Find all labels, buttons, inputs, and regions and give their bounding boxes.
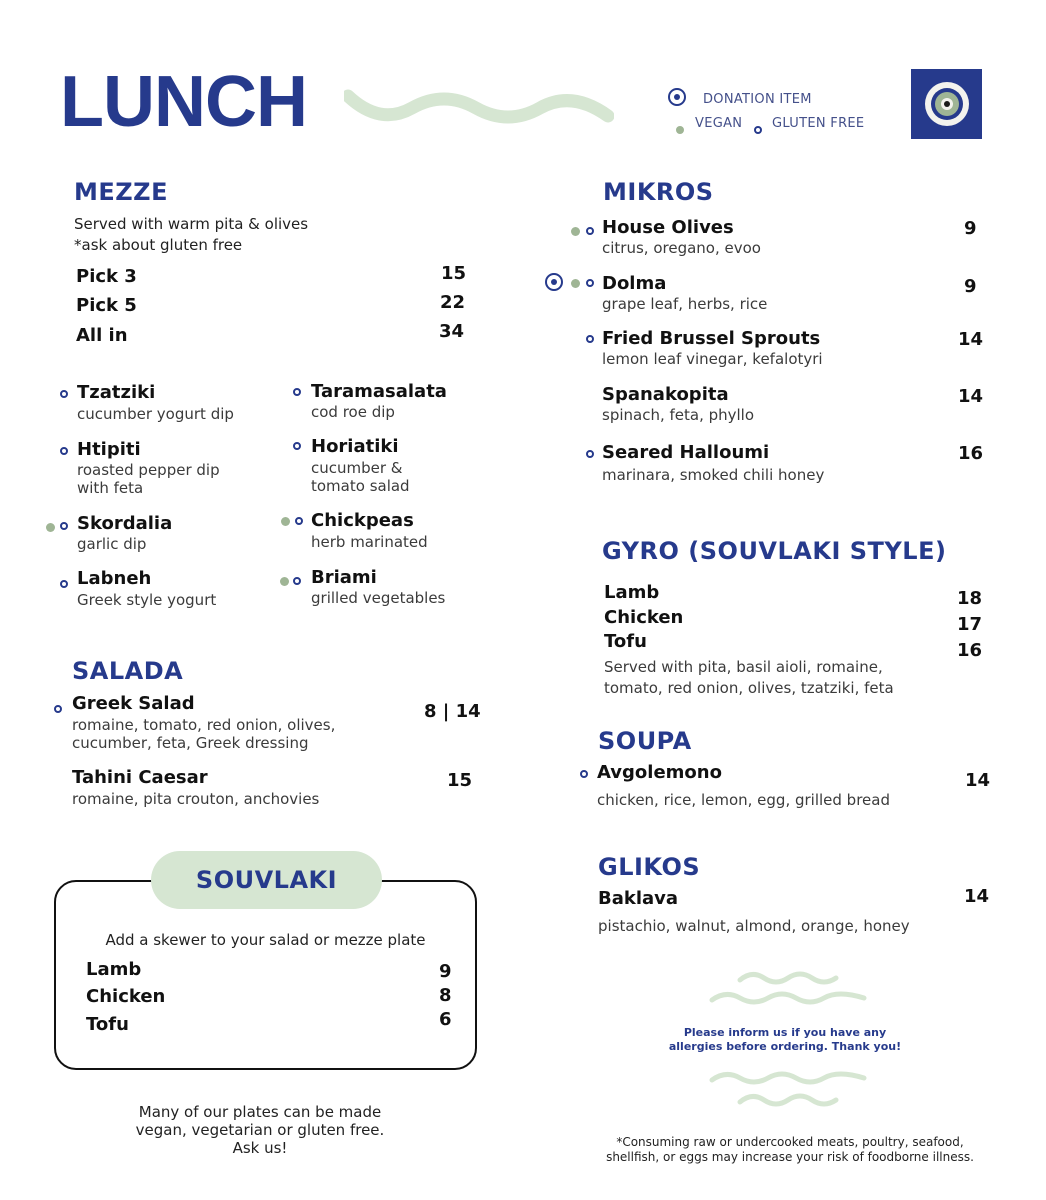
section-title-salada: SALADA [72,657,184,685]
mezze-note: *ask about gluten free [74,236,243,254]
wave-decoration-top [706,966,871,1010]
skewer-name: Chicken [86,986,166,1007]
gyro-price: 18 [957,588,983,609]
legend-gluten-free-label: GLUTEN FREE [772,116,865,131]
menu-item-desc: cucumber & [311,459,403,477]
menu-item-name: Baklava [598,888,679,909]
menu-item-name: Labneh [77,568,152,589]
menu-item-name: Avgolemono [597,762,722,783]
gluten-free-icon [586,279,594,287]
menu-item-price: 15 [447,770,473,791]
gyro-price: 16 [957,640,983,661]
menu-item-desc: romaine, tomato, red onion, olives, [72,716,336,734]
gluten-free-icon [586,227,594,235]
gyro-price: 17 [957,614,983,635]
eye-logo [911,69,982,139]
gyro-name: Tofu [604,631,647,652]
menu-item-name: Taramasalata [311,381,447,402]
menu-item-name: House Olives [602,217,734,238]
skewer-name: Lamb [86,959,142,980]
skewer-price: 8 [439,985,452,1006]
gluten-free-icon [54,705,62,713]
legend-donation [668,88,686,110]
legend-donation-label: DONATION ITEM [703,92,812,107]
consumption-disclaimer: *Consuming raw or undercooked meats, poultry, seafood, shellfish, or eggs may increase your risk of foodborne illness. [606,1135,974,1164]
menu-item-name: Spanakopita [602,384,729,405]
gyro-name: Chicken [604,607,684,628]
menu-item-name: Briami [311,567,377,588]
menu-item-desc: garlic dip [77,535,147,553]
menu-item-desc: tomato salad [311,477,410,495]
menu-item-name: Chickpeas [311,510,414,531]
gyro-note: Served with pita, basil aioli, romaine, [604,658,883,676]
gluten-free-icon [60,447,68,455]
vegan-icon [280,577,289,586]
vegan-icon [281,517,290,526]
wave-decoration-header [344,86,614,128]
donation-icon [668,88,686,106]
skewer-price: 9 [439,961,452,982]
menu-item-desc: lemon leaf vinegar, kefalotyri [602,350,823,368]
dietary-footnote: Many of our plates can be made vegan, vegetarian or gluten free. Ask us! [135,1103,385,1157]
menu-item-desc: Greek style yogurt [77,591,217,609]
gluten-free-icon [60,522,68,530]
gluten-free-icon [293,577,301,585]
menu-item-desc: marinara, smoked chili honey [602,466,825,484]
menu-item-desc: cucumber yogurt dip [77,405,234,423]
menu-item-name: Seared Halloumi [602,442,770,463]
allergy-notice: Please inform us if you have any allergies before ordering. Thank you! [668,1026,902,1054]
section-title-souvlaki: SOUVLAKI [195,866,338,894]
section-title-mezze: MEZZE [74,178,168,206]
vegan-icon [571,279,580,288]
skewer-price: 6 [439,1009,452,1030]
gluten-free-icon [293,388,301,396]
pick-price: 34 [439,321,465,342]
menu-item-desc: cod roe dip [311,403,395,421]
donation-icon [545,273,563,291]
menu-item-desc: grilled vegetables [311,589,446,607]
menu-item-desc: spinach, feta, phyllo [602,406,755,424]
pick-name: Pick 5 [76,295,137,316]
section-title-gyro: GYRO (SOUVLAKI STYLE) [602,537,947,565]
gyro-name: Lamb [604,582,660,603]
section-title-glikos: GLIKOS [598,853,701,881]
gluten-free-icon [295,517,303,525]
section-title-soupa: SOUPA [598,727,692,755]
menu-item-name: Tzatziki [77,382,156,403]
menu-item-name: Fried Brussel Sprouts [602,328,821,349]
menu-item-desc: romaine, pita crouton, anchovies [72,790,320,808]
section-title-mikros: MIKROS [603,178,714,206]
menu-item-name: Horiatiki [311,436,399,457]
mezze-note: Served with warm pita & olives [74,215,309,233]
menu-item-name: Skordalia [77,513,173,534]
pick-price: 22 [440,292,466,313]
menu-item-price: 14 [958,386,984,407]
pick-name: All in [76,325,128,346]
gluten-free-icon [586,450,594,458]
menu-item-price: 14 [965,770,991,791]
menu-item-price: 14 [958,329,984,350]
gluten-free-icon [60,580,68,588]
page-title: LUNCH [60,62,307,142]
menu-item-price: 9 [964,218,977,239]
menu-item-price: 14 [964,886,990,907]
menu-item-desc: with feta [77,479,144,497]
vegan-icon [571,227,580,236]
menu-item-desc: grape leaf, herbs, rice [602,295,768,313]
gyro-note: tomato, red onion, olives, tzatziki, feta [604,679,894,697]
menu-item-desc: citrus, oregano, evoo [602,239,761,257]
gluten-free-icon [580,770,588,778]
menu-item-price: 9 [964,276,977,297]
gluten-free-icon [586,335,594,343]
menu-item-name: Dolma [602,273,667,294]
skewer-name: Tofu [86,1014,129,1035]
menu-item-desc: cucumber, feta, Greek dressing [72,734,309,752]
menu-item-desc: herb marinated [311,533,428,551]
gluten-free-icon [60,390,68,398]
menu-item-desc: roasted pepper dip [77,461,220,479]
vegan-icon [46,523,55,532]
menu-item-desc: pistachio, walnut, almond, orange, honey [598,917,910,935]
pick-name: Pick 3 [76,266,137,287]
menu-item-desc: chicken, rice, lemon, egg, grilled bread [597,791,890,809]
gluten-free-icon [293,442,301,450]
pick-price: 15 [441,263,467,284]
wave-decoration-bottom [706,1070,871,1114]
menu-item-name: Tahini Caesar [72,767,208,788]
gluten-free-icon [754,119,762,138]
souvlaki-note: Add a skewer to your salad or mezze plate [105,931,426,949]
legend-vegan-label: VEGAN [695,116,743,131]
vegan-icon [676,119,684,138]
souvlaki-pill [151,851,382,909]
menu-item-price: 16 [958,443,984,464]
menu-item-price: 8 | 14 [424,701,481,722]
menu-item-name: Greek Salad [72,693,195,714]
menu-item-name: Htipiti [77,439,141,460]
